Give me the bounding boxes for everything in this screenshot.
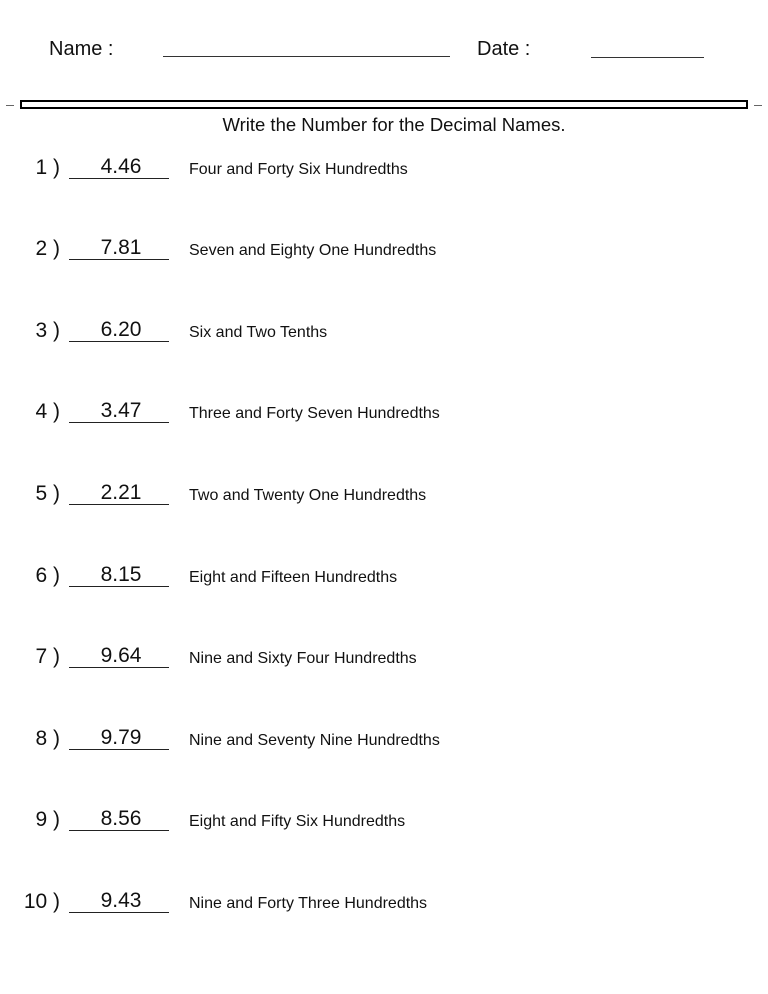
problem-number: 4 ) bbox=[35, 400, 60, 423]
rule-tick-left bbox=[6, 105, 14, 106]
date-label: Date : bbox=[477, 38, 531, 60]
answer-field[interactable] bbox=[69, 237, 169, 260]
decimal-name: Three and Forty Seven Hundredths bbox=[189, 405, 440, 422]
problem-number: 1 ) bbox=[35, 156, 60, 179]
decimal-name: Seven and Eighty One Hundredths bbox=[189, 242, 437, 259]
answer-value: 9.64 bbox=[100, 644, 142, 667]
problem-row bbox=[0, 727, 768, 757]
date-field[interactable] bbox=[591, 57, 704, 58]
answer-value: 9.79 bbox=[100, 726, 142, 749]
problem-row bbox=[0, 564, 768, 594]
decimal-name: Eight and Fifteen Hundredths bbox=[189, 569, 398, 586]
decimal-name: Nine and Forty Three Hundredths bbox=[189, 895, 428, 912]
answer-value: 6.20 bbox=[100, 318, 142, 341]
answer-value: 4.46 bbox=[100, 155, 142, 178]
answer-field[interactable] bbox=[69, 319, 169, 342]
answer-field[interactable] bbox=[69, 156, 169, 179]
decimal-name: Eight and Fifty Six Hundredths bbox=[189, 813, 406, 830]
answer-field[interactable] bbox=[69, 645, 169, 668]
rule-tick-right bbox=[754, 105, 762, 106]
answer-field[interactable] bbox=[69, 482, 169, 505]
problem-row bbox=[0, 808, 768, 838]
answer-field[interactable] bbox=[69, 727, 169, 750]
problem-row bbox=[0, 156, 768, 186]
decimal-name: Six and Two Tenths bbox=[189, 324, 328, 341]
problem-number: 3 ) bbox=[35, 319, 60, 342]
answer-value: 3.47 bbox=[100, 399, 142, 422]
problem-row bbox=[0, 237, 768, 267]
answer-value: 8.15 bbox=[100, 563, 142, 586]
answer-field[interactable] bbox=[69, 890, 169, 913]
problem-row bbox=[0, 482, 768, 512]
decimal-name: Two and Twenty One Hundredths bbox=[189, 487, 427, 504]
problem-row bbox=[0, 400, 768, 430]
problem-row bbox=[0, 645, 768, 675]
answer-field[interactable] bbox=[69, 400, 169, 423]
answer-value: 2.21 bbox=[100, 481, 142, 504]
answer-value: 7.81 bbox=[100, 236, 142, 259]
problem-row bbox=[0, 890, 768, 920]
problem-number: 2 ) bbox=[35, 237, 60, 260]
answer-value: 9.43 bbox=[100, 889, 142, 912]
name-label: Name : bbox=[49, 38, 114, 60]
problem-number: 10 ) bbox=[23, 890, 60, 913]
instructions: Write the Number for the Decimal Names. bbox=[222, 114, 566, 135]
decimal-name: Nine and Sixty Four Hundredths bbox=[189, 650, 417, 667]
problem-number: 5 ) bbox=[35, 482, 60, 505]
problem-number: 6 ) bbox=[35, 564, 60, 587]
problem-row bbox=[0, 319, 768, 349]
decimal-name: Four and Forty Six Hundredths bbox=[189, 161, 408, 178]
answer-field[interactable] bbox=[69, 564, 169, 587]
name-field[interactable] bbox=[163, 56, 450, 57]
header-divider bbox=[20, 100, 748, 109]
problem-number: 9 ) bbox=[35, 808, 60, 831]
decimal-name: Nine and Seventy Nine Hundredths bbox=[189, 732, 440, 749]
problem-number: 7 ) bbox=[35, 645, 60, 668]
answer-value: 8.56 bbox=[100, 807, 142, 830]
answer-field[interactable] bbox=[69, 808, 169, 831]
problem-number: 8 ) bbox=[35, 727, 60, 750]
